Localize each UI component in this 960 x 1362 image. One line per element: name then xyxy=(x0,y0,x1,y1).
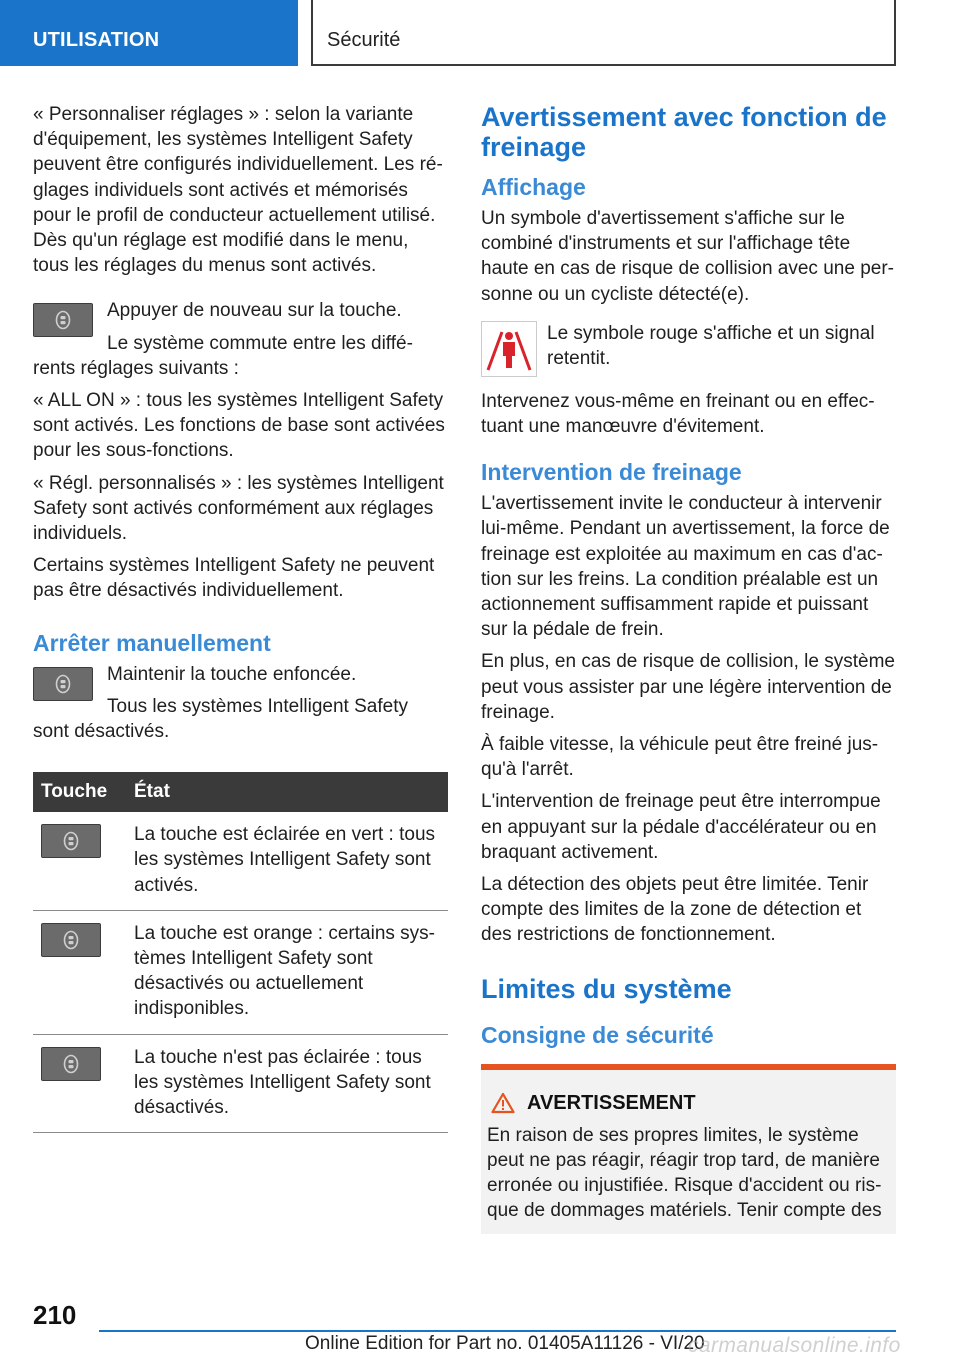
intervene-text: Intervenez vous-même en freinant ou en effectuant une manœuvre d'évitement. xyxy=(481,390,875,438)
table-cell-state: La touche est orange : certains systèmes Intelligent Safety sont désactivés ou actuellement indisponibles. xyxy=(126,910,448,1034)
footer-rule xyxy=(99,1330,896,1332)
red-symbol-block xyxy=(481,321,896,381)
intelligent-safety-button-icon xyxy=(33,303,93,337)
table-row xyxy=(33,812,448,910)
intro-paragraph: « Personnaliser réglages » : selon la variante d'équipement, les systèmes Intelligent Safety peuvent être configurés individuellement. Les réglages individuels sont activés et mémorisés pour le profil de conducteur actuellement utilisé. Dès qu'un réglage est modifié dans le menu, tous les réglages du menus sont activés. xyxy=(33,104,443,277)
hold-key-text: Maintenir la touche enfoncée. xyxy=(107,663,357,685)
button-green-icon xyxy=(41,824,101,858)
red-symbol-text: Le symbole rouge s'affiche et un signal retentit. xyxy=(547,322,875,370)
braking-text-4: L'intervention de freinage peut être interrompue en appuyant sur la pédale d'accélérateur ou en braquant activement. xyxy=(481,791,881,863)
warning-text: En raison de ses propres limites, le système peut ne pas réagir, réagir trop tard, de manière erronée ou injustifiée. Risque d'accident ou risque de dommages matériels. Tenir compte des xyxy=(487,1124,882,1222)
chapter-tab: UTILISATION xyxy=(0,0,298,66)
all-on-text: « ALL ON » : tous les systèmes Intelligent Safety sont activés. Les fonctions de base sont activées pour les sous-fonctions. xyxy=(33,390,445,462)
limits-heading: Limites du système xyxy=(481,973,732,1004)
switches-text: Le système commute entre les différents réglages suivants : xyxy=(33,332,413,379)
braking-heading: Intervention de freinage xyxy=(481,459,742,486)
braking-text-2: En plus, en cas de risque de collision, le système peut vous assister par une légère intervention de freinage. xyxy=(481,651,895,723)
watermark: carmanualsonline.info xyxy=(688,1334,901,1357)
warning-braking-heading: Avertissement avec fonction de freinage xyxy=(481,102,887,162)
warning-box xyxy=(481,1064,896,1235)
manual-heading: Arrêter manuellement xyxy=(33,629,271,656)
pedestrian-warning-icon xyxy=(481,321,537,377)
key-state-table xyxy=(33,772,448,1133)
warning-title: AVERTISSEMENT xyxy=(527,1091,696,1114)
button-orange-icon xyxy=(41,923,101,957)
braking-text-1: L'avertissement invite le conducteur à intervenir lui-même. Pendant un avertissement, la force de freinage est exploitée au maximum en cas d'action sur les freins. La condition préalable est un actionnement suffisamment rapide et puissant sur la pédale de frein. xyxy=(481,493,890,641)
hold-key-block xyxy=(33,662,448,745)
table-cell-state: La touche n'est pas éclairée : tous les systèmes Intelligent Safety sont désactivés. xyxy=(126,1034,448,1133)
custom-text: « Régl. personnalisés » : les systèmes Intelligent Safety sont activés conformément aux réglages individuels. xyxy=(33,472,444,545)
table-row xyxy=(33,910,448,1034)
button-off-icon xyxy=(41,1047,101,1081)
safety-heading: Consigne de sécurité xyxy=(481,1021,714,1048)
table-header-key: Touche xyxy=(33,772,126,812)
table-header-state: État xyxy=(126,772,448,812)
table-row xyxy=(33,1034,448,1133)
braking-text-5: La détection des objets peut être limitée. Tenir compte des limites de la zone de détection et des restrictions de fonctionnement. xyxy=(481,874,869,946)
display-text: Un symbole d'avertissement s'affiche sur le combiné d'instruments et sur l'affichage tête haute en cas de risque de collision avec une personne ou un cycliste détecté(e). xyxy=(481,208,894,305)
warning-triangle-icon xyxy=(491,1092,515,1114)
section-title: Sécurité xyxy=(311,0,896,66)
all-off-text: Tous les systèmes Intelligent Safety sont désactivés. xyxy=(33,695,408,743)
display-heading: Affichage xyxy=(481,174,586,200)
table-cell-state: La touche est éclairée en vert : tous les systèmes Intelligent Safety sont activés. xyxy=(126,812,448,910)
right-column xyxy=(481,102,896,1234)
braking-text-3: À faible vitesse, la véhicule peut être freiné jusqu'à l'arrêt. xyxy=(481,734,879,781)
left-column xyxy=(33,102,448,1133)
intelligent-safety-button-icon xyxy=(33,667,93,701)
press-again-block xyxy=(33,298,448,381)
certain-text: Certains systèmes Intelligent Safety ne peuvent pas être désactivés individuellement. xyxy=(33,555,435,602)
edition-text: Online Edition for Part no. 01405A11126 - VI/20 xyxy=(305,1333,705,1354)
press-again-text: Appuyer de nouveau sur la touche. xyxy=(107,300,402,322)
page-number: 210 xyxy=(33,1300,77,1330)
